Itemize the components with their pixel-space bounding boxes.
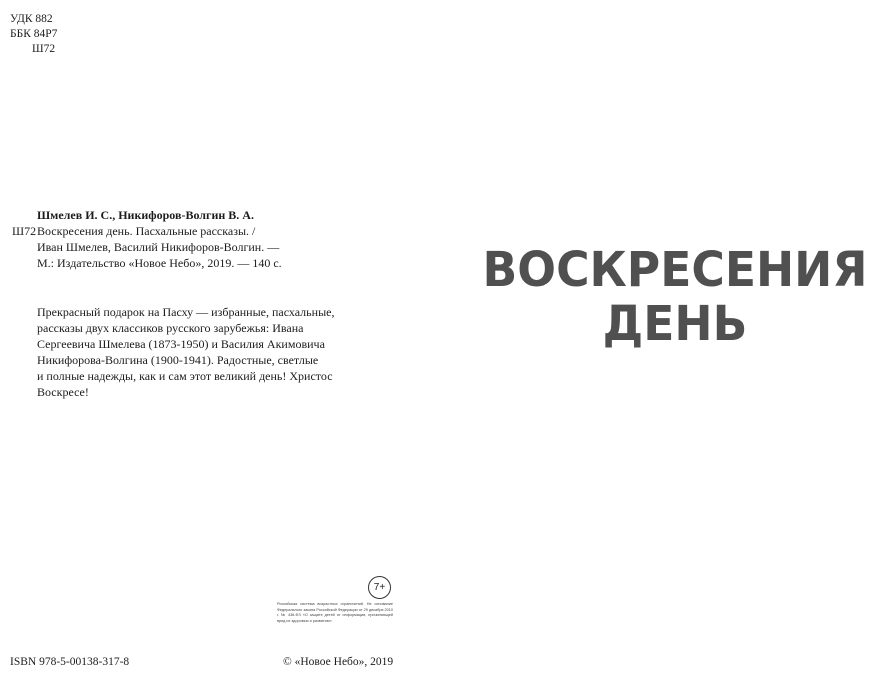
record-line-2: Иван Шмелев, Василий Никифоров-Волгин. — (37, 240, 280, 254)
isbn: ISBN 978-5-00138-317-8 (10, 656, 130, 668)
title-line-2: ДЕНЬ (602, 296, 748, 352)
shelf-mark: Ш72 (12, 224, 37, 238)
book-title (458, 243, 892, 351)
annotation-text: Прекрасный подарок на Пасху — избранные, пасхальные, рассказы двух классиков русского зарубежья: Ивана Сергеевича Шмелева (1873-1950) и Василия Акимовича Никифорова-Волгина (1900-1941). Радостные, светлые и полные надежды, как и сам этот великий день! Христос Воскресе! (37, 305, 335, 399)
age-rating-badge: 7+ (368, 576, 391, 599)
record-authors: Шмелев И. С., Никифоров-Волгин В. А. (37, 208, 254, 222)
udk-code: УДК 882 (10, 13, 53, 25)
bbk-code: ББК 84Р7 (10, 28, 58, 40)
age-rating-legal-note: Российская система возрастных ограничений. Не основание Федерального закона Российской Федерации от 29 декабря 2010 г. № 436-ФЗ «О защите детей от информации, причиняющей вред их здоровью и развитию». (277, 602, 393, 623)
record-title-row (12, 223, 382, 239)
classification-codes (10, 12, 57, 57)
bibliographic-record (12, 207, 382, 271)
title-page (446, 0, 892, 684)
record-line-3: М.: Издательство «Новое Небо», 2019. — 140 с. (37, 256, 282, 270)
title-line-1: ВОСКРЕСЕНИЯ (482, 242, 868, 298)
copyright: © «Новое Небо», 2019 (283, 656, 394, 668)
record-line-1: Воскресения день. Пасхальные рассказы. / (37, 224, 256, 238)
author-sign-code: Ш72 (32, 43, 56, 55)
